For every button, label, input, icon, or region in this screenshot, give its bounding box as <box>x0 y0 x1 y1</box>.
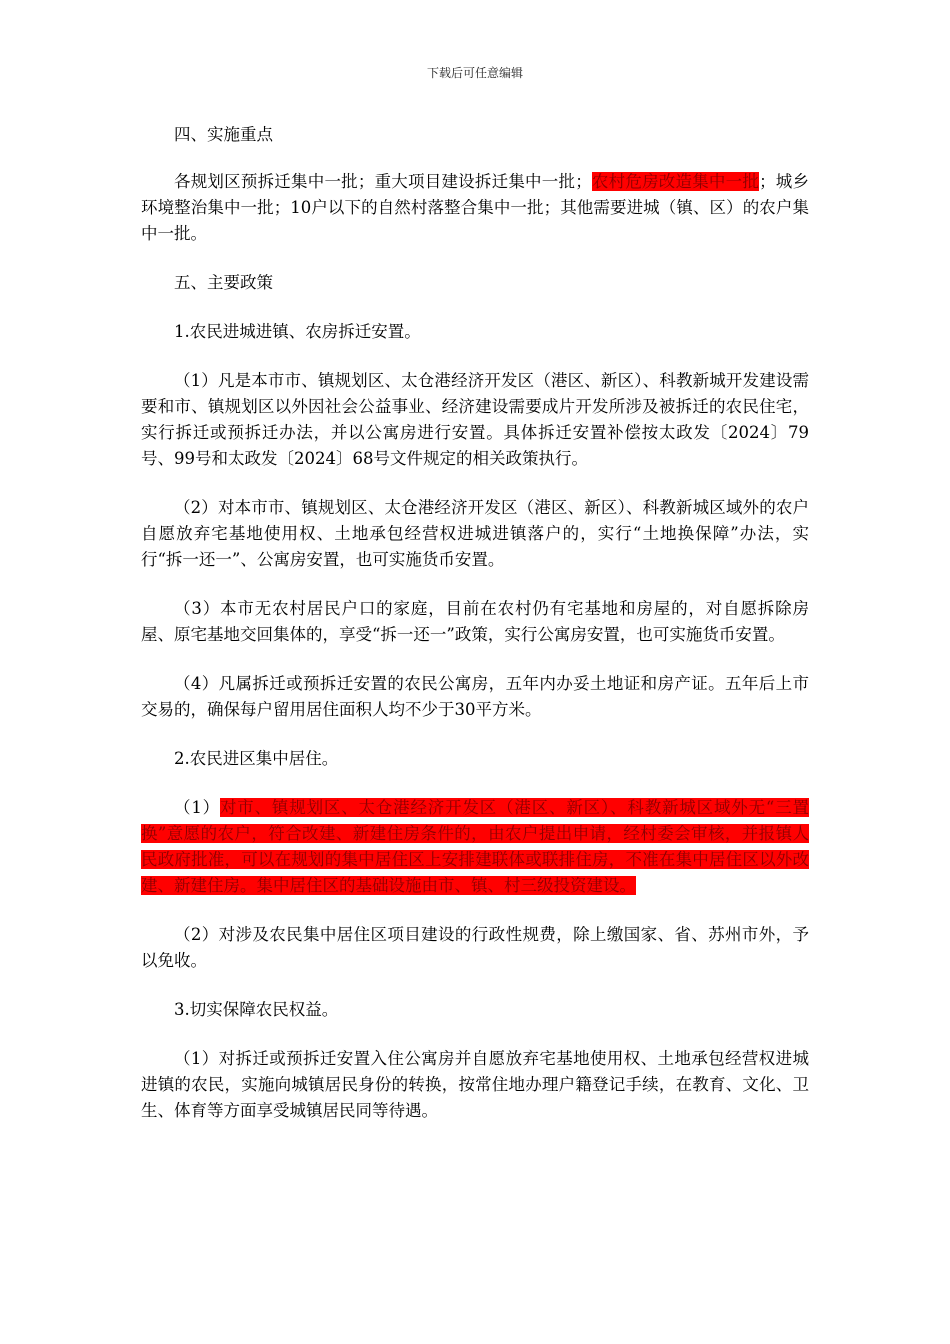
policy-3-item-1: （1）对拆迁或预拆迁安置入住公寓房并自愿放弃宅基地使用权、土地承包经营权进城进镇的农民，实施向城镇居民身份的转换，按常住地办理户籍登记手续，在教育、文化、卫生、体育等方面享受城镇居民同等待遇。 <box>141 1049 809 1120</box>
policy-2-title: 2.农民进区集中居住。 <box>174 749 339 768</box>
policy-2-item-1 <box>141 795 809 899</box>
document-body <box>141 122 809 1124</box>
policy-2-item-2: （2）对涉及农民集中居住区项目建设的行政性规费，除上缴国家、省、苏州市外，予以免收。 <box>141 925 809 970</box>
section-4-title: 四、实施重点 <box>174 125 273 144</box>
section-4-body-end: ；城乡环境整治集中一批；10户以下的自然村落整合集中一批；其他需要进城（镇、区）的农户集中一批。 <box>141 172 810 243</box>
policy-3-title: 3.切实保障农民权益。 <box>174 1000 339 1019</box>
policy-2-item-1-number: （1） <box>174 798 220 817</box>
policy-1-item-1: （1）凡是本市市、镇规划区、太仓港经济开发区（港区、新区）、科教新城开发建设需要和市、镇规划区以外因社会公益事业、经济建设需要成片开发所涉及被拆迁的农民住宅，实行拆迁或预拆迁办法，并以公寓房进行安置。具体拆迁安置补偿按太政发〔2024〕79号、99号和太政发〔2024〕68号文件规定的相关政策执行。 <box>141 371 809 468</box>
section-5-title: 五、主要政策 <box>174 273 273 292</box>
highlighted-text: 对市、镇规划区、太仓港经济开发区（港区、新区）、科教新城区域外无“三置换”意愿的农户，符合改建、新建住房条件的，由农户提出申请，经村委会审核，并报镇人民政府批准，可以在规划的集中居住区上安排建联体或联排住房，不准在集中居住区以外改建、新建住房。集中居住区的基础设施由市、镇、村三级投资建设。 <box>141 798 810 895</box>
policy-1-item-2: （2）对本市市、镇规划区、太仓港经济开发区（港区、新区）、科教新城区域外的农户自愿放弃宅基地使用权、土地承包经营权进城进镇落户的，实行“土地换保障”办法，实行“拆一还一”、公寓房安置，也可实施货币安置。 <box>141 498 809 569</box>
policy-1-item-3: （3）本市无农村居民户口的家庭，目前在农村仍有宅基地和房屋的，对自愿拆除房屋、原宅基地交回集体的，享受“拆一还一”政策，实行公寓房安置，也可实施货币安置。 <box>141 599 809 644</box>
section-4-body <box>141 169 809 247</box>
policy-1-item-4: （4）凡属拆迁或预拆迁安置的农民公寓房，五年内办妥土地证和房产证。五年后上市交易的，确保每户留用居住面积人均不少于30平方米。 <box>141 674 809 719</box>
highlighted-text: 农村危房改造集中一批 <box>591 172 760 191</box>
policy-1-title: 1.农民进城进镇、农房拆迁安置。 <box>174 322 421 341</box>
section-4-body-start: 各规划区预拆迁集中一批；重大项目建设拆迁集中一批； <box>174 172 592 191</box>
page-header: 下载后可任意编辑 <box>426 66 523 80</box>
